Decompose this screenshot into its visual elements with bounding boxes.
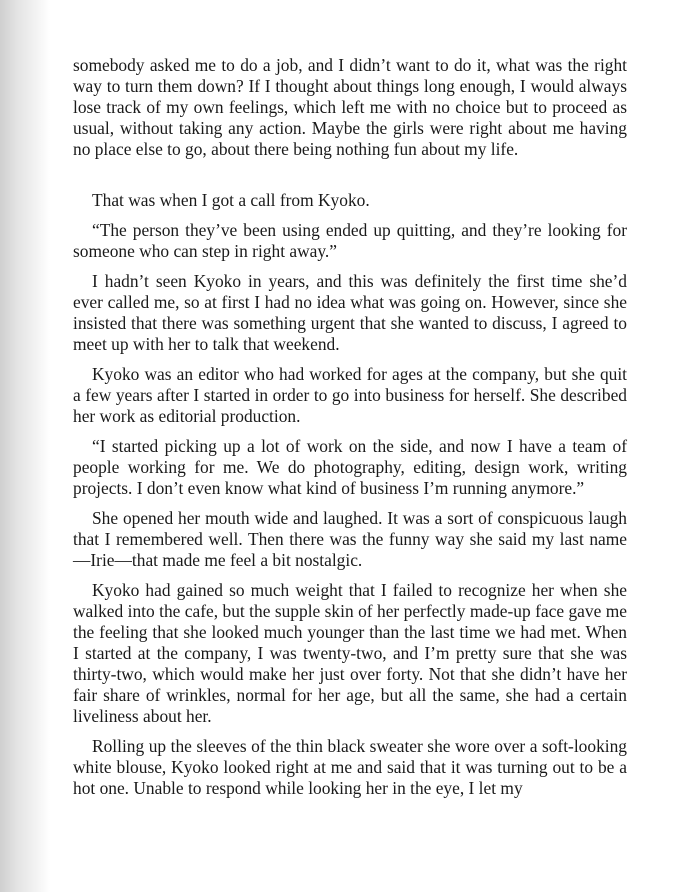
paragraph-laughed: She opened her mouth wide and laughed. It was a sort of conspicuous laugh that I remembered well. Then there was the funny way she said my last name—Irie—that made me feel a bit nostalgic. xyxy=(73,508,627,570)
paragraph-editor: Kyoko was an editor who had worked for ages at the company, but she quit a few years after I started in order to go into business for herself. She described her work as editorial production. xyxy=(73,364,627,426)
page-gutter-shadow xyxy=(0,0,50,892)
paragraph-continued: somebody asked me to do a job, and I didn’t want to do it, what was the right way to turn them down? If I thought about things long enough, I would always lose track of my own feelings, which left me with no choice but to proceed as usual, without taking any action. Maybe the girls were right about me having no place else to go, about there being nothing fun about my life. xyxy=(73,55,627,159)
book-page-body xyxy=(73,55,627,799)
paragraph-kyoko-call: That was when I got a call from Kyoko. xyxy=(92,190,370,210)
paragraph-hadnt-seen: I hadn’t seen Kyoko in years, and this was definitely the first time she’d ever called me, so at first I had no idea what was going on. However, since she insisted that there was something urgent that she wanted to discuss, I agreed to meet up with her to talk that weekend. xyxy=(73,271,627,354)
paragraph-quote-work: “I started picking up a lot of work on the side, and now I have a team of people working for me. We do photography, editing, design work, writing projects. I don’t even know what kind of business I’m running anymore.” xyxy=(73,436,627,498)
paragraph-sleeves: Rolling up the sleeves of the thin black sweater she wore over a soft-looking white blouse, Kyoko looked right at me and said that it was turning out to be a hot one. Unable to respond while looking her in the eye, I let my xyxy=(73,736,627,798)
paragraph-quote-quitting: “The person they’ve been using ended up quitting, and they’re looking for someone who can step in right away.” xyxy=(73,220,627,261)
paragraph-weight: Kyoko had gained so much weight that I failed to recognize her when she walked into the cafe, but the supple skin of her perfectly made-up face gave me the feeling that she looked much younger than the last time we had met. When I started at the company, I was twenty-two, and I’m pretty sure that she was thirty-two, which would make her just over forty. Not that she didn’t have her fair share of wrinkles, normal for her age, but all the same, she had a certain liveliness about her. xyxy=(73,580,627,726)
